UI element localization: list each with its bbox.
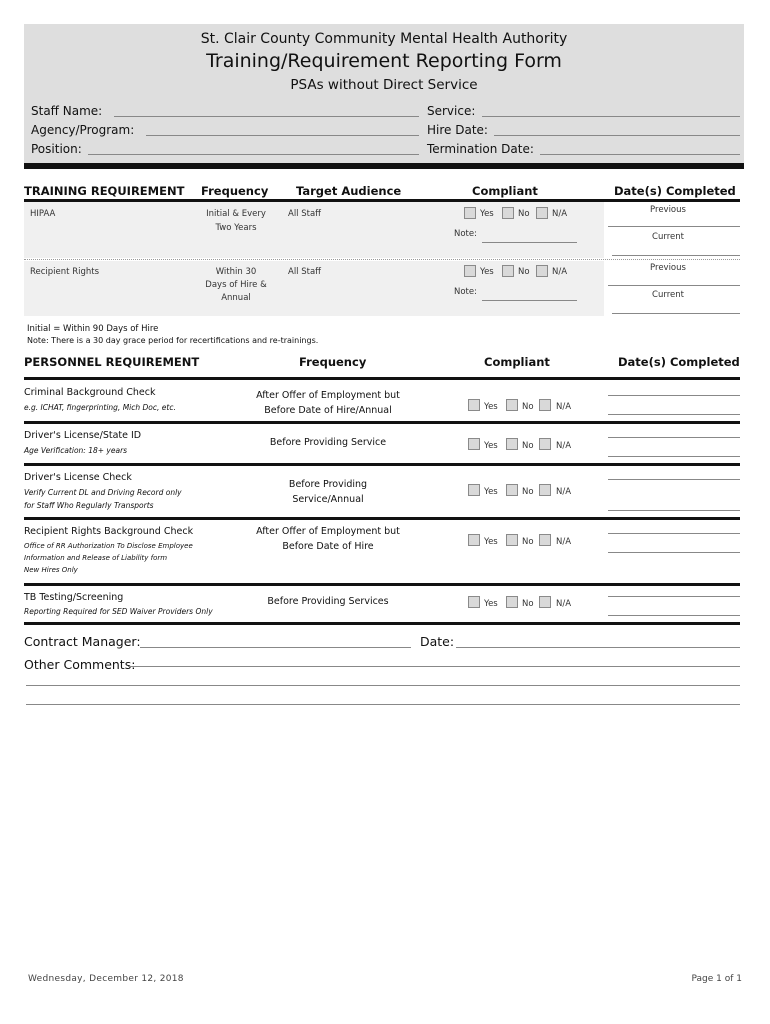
print-date: Wednesday, December 12, 2018 [28, 974, 184, 984]
termination-date-label: Termination Date: [427, 142, 534, 156]
previous-label: Previous [650, 205, 686, 215]
personnel-frequency-line: Service/Annual [292, 494, 364, 505]
na-label: N/A [556, 487, 572, 497]
date-field[interactable] [608, 414, 740, 415]
date-field[interactable] [608, 395, 740, 396]
note-label: Note: [454, 229, 477, 239]
personnel-name: TB Testing/Screening [24, 592, 124, 603]
training-frequency-line: Within 30 [215, 267, 257, 277]
no-checkbox[interactable] [502, 207, 514, 219]
date-field[interactable] [608, 456, 740, 457]
yes-checkbox[interactable] [468, 596, 480, 608]
na-checkbox[interactable] [536, 207, 548, 219]
no-label: No [522, 537, 534, 547]
na-checkbox[interactable] [539, 534, 551, 546]
note-label: Note: [454, 287, 477, 297]
na-label: N/A [556, 537, 572, 547]
training-frequency-line: Annual [221, 293, 251, 303]
previous-label: Previous [650, 263, 686, 273]
date-field[interactable] [608, 552, 740, 553]
personnel-col-compliant: Compliant [484, 355, 550, 369]
yes-checkbox[interactable] [464, 265, 476, 277]
yes-checkbox[interactable] [464, 207, 476, 219]
current-date-field[interactable] [612, 255, 740, 256]
service-field[interactable] [482, 116, 740, 117]
no-label: No [518, 267, 530, 277]
training-frequency-line: Initial & Every [206, 209, 266, 219]
personnel-frequency-line: Before Date of Hire [282, 541, 374, 552]
row-rule [24, 517, 740, 520]
row-rule [24, 421, 740, 424]
no-checkbox[interactable] [502, 265, 514, 277]
no-label: No [522, 599, 534, 609]
personnel-detail: Verify Current DL and Driving Record only [24, 488, 182, 497]
position-label: Position: [31, 142, 82, 156]
agency-program-label: Agency/Program: [31, 123, 135, 137]
personnel-col-dates: Date(s) Completed [618, 355, 740, 369]
position-field[interactable] [88, 154, 419, 155]
grace-period-note: Note: There is a 30 day grace period for recertifications and re-trainings. [27, 336, 319, 345]
personnel-frequency-line: Before Date of Hire/Annual [264, 405, 392, 416]
comments-field[interactable] [26, 704, 740, 705]
yes-checkbox[interactable] [468, 399, 480, 411]
current-date-field[interactable] [612, 313, 740, 314]
personnel-col-requirement: PERSONNEL REQUIREMENT [24, 355, 200, 369]
other-comments-label: Other Comments: [24, 657, 136, 672]
comments-field[interactable] [128, 666, 740, 667]
personnel-frequency-line: Before Providing Services [267, 596, 389, 607]
row-divider [24, 259, 740, 260]
date-field[interactable] [608, 596, 740, 597]
termination-date-field[interactable] [540, 154, 740, 155]
yes-checkbox[interactable] [468, 438, 480, 450]
date-field[interactable] [608, 615, 740, 616]
no-label: No [522, 402, 534, 412]
na-label: N/A [556, 599, 572, 609]
na-label: N/A [556, 402, 572, 412]
personnel-detail: Information and Release of Liability form [24, 554, 168, 562]
personnel-col-frequency: Frequency [299, 355, 367, 369]
note-field[interactable] [482, 242, 577, 243]
yes-label: Yes [484, 402, 498, 412]
date-field[interactable] [456, 647, 740, 648]
hire-date-field[interactable] [494, 135, 740, 136]
personnel-detail: for Staff Who Regularly Transports [24, 501, 154, 510]
previous-date-field[interactable] [608, 226, 740, 227]
no-checkbox[interactable] [506, 534, 518, 546]
training-col-dates: Date(s) Completed [614, 184, 736, 198]
row-rule [24, 622, 740, 625]
personnel-detail: Age Verification: 18+ years [24, 446, 128, 455]
training-frequency-line: Days of Hire & [205, 280, 267, 290]
yes-checkbox[interactable] [468, 534, 480, 546]
agency-program-field[interactable] [146, 135, 419, 136]
na-checkbox[interactable] [539, 438, 551, 450]
personnel-frequency-line: Before Providing Service [269, 437, 387, 448]
hire-date-label: Hire Date: [427, 123, 488, 137]
header-divider [24, 163, 744, 169]
page-number: Page 1 of 1 [691, 974, 742, 984]
no-label: No [518, 209, 530, 219]
na-checkbox[interactable] [539, 596, 551, 608]
service-label: Service: [427, 104, 476, 118]
staff-name-label: Staff Name: [31, 104, 103, 118]
personnel-name: Criminal Background Check [24, 387, 156, 398]
note-field[interactable] [482, 300, 577, 301]
na-checkbox[interactable] [539, 484, 551, 496]
personnel-frequency-line: After Offer of Employment but [256, 526, 400, 537]
date-field[interactable] [608, 533, 740, 534]
training-audience: All Staff [288, 209, 322, 219]
personnel-detail: Office of RR Authorization To Disclose Employee [24, 542, 193, 550]
training-col-compliant: Compliant [472, 184, 538, 198]
date-field[interactable] [608, 510, 740, 511]
training-name: HIPAA [30, 209, 56, 219]
training-col-audience: Target Audience [296, 184, 402, 198]
personnel-name: Driver's License/State ID [24, 430, 142, 441]
training-frequency-line: Two Years [215, 223, 257, 233]
current-label: Current [652, 232, 684, 242]
na-label: N/A [552, 209, 568, 219]
personnel-header-rule [24, 377, 740, 380]
no-checkbox[interactable] [506, 596, 518, 608]
training-col-frequency: Frequency [201, 184, 269, 198]
row-rule [24, 583, 740, 586]
yes-checkbox[interactable] [468, 484, 480, 496]
na-label: N/A [552, 267, 568, 277]
yes-label: Yes [484, 441, 498, 451]
org-name: St. Clair County Community Mental Health Authority [200, 31, 568, 47]
personnel-frequency-line: Before Providing [288, 479, 368, 490]
no-label: No [522, 441, 534, 451]
no-checkbox[interactable] [506, 484, 518, 496]
na-checkbox[interactable] [536, 265, 548, 277]
training-col-requirement: TRAINING REQUIREMENT [24, 184, 185, 198]
contract-manager-field[interactable] [140, 647, 411, 648]
na-label: N/A [556, 441, 572, 451]
form-subtitle: PSAs without Direct Service [290, 77, 478, 93]
yes-label: Yes [480, 267, 494, 277]
no-checkbox[interactable] [506, 438, 518, 450]
date-field[interactable] [608, 479, 740, 480]
current-label: Current [652, 290, 684, 300]
training-name: Recipient Rights [30, 267, 100, 277]
training-audience: All Staff [288, 267, 322, 277]
previous-date-field[interactable] [608, 285, 740, 286]
personnel-name: Driver's License Check [24, 472, 132, 483]
contract-manager-label: Contract Manager: [24, 634, 141, 649]
date-label: Date: [420, 634, 455, 649]
initial-footnote: Initial = Within 90 Days of Hire [27, 324, 159, 334]
date-field[interactable] [608, 437, 740, 438]
yes-label: Yes [480, 209, 494, 219]
na-checkbox[interactable] [539, 399, 551, 411]
comments-field[interactable] [26, 685, 740, 686]
staff-name-field[interactable] [114, 116, 419, 117]
yes-label: Yes [484, 537, 498, 547]
form-title: Training/Requirement Reporting Form [206, 50, 562, 72]
personnel-detail: Reporting Required for SED Waiver Providers Only [24, 607, 213, 616]
personnel-name: Recipient Rights Background Check [24, 526, 194, 537]
personnel-detail: e.g. ICHAT, fingerprinting, Mich Doc, etc. [24, 403, 176, 412]
no-checkbox[interactable] [506, 399, 518, 411]
no-label: No [522, 487, 534, 497]
yes-label: Yes [484, 487, 498, 497]
personnel-detail: New Hires Only [24, 566, 78, 574]
personnel-frequency-line: After Offer of Employment but [256, 390, 400, 401]
row-rule [24, 463, 740, 466]
yes-label: Yes [484, 599, 498, 609]
